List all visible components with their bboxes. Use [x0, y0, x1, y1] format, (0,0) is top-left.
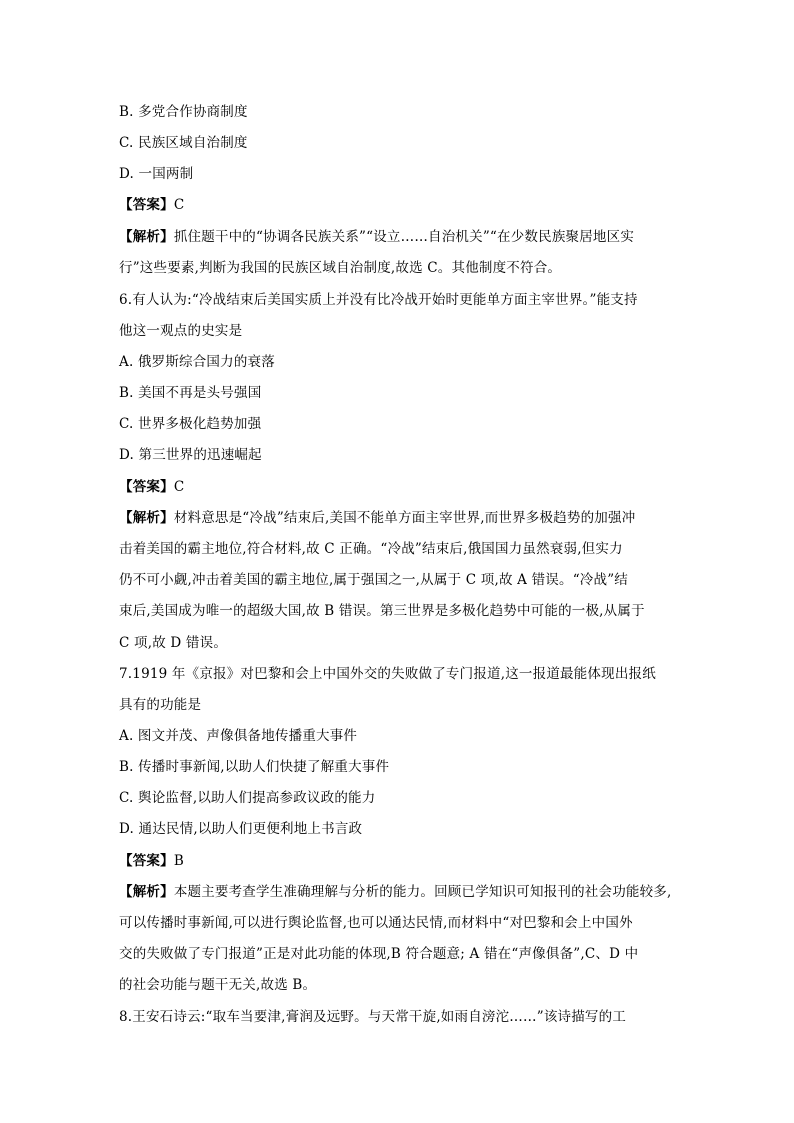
q5-option-c: C. 民族区域自治制度 — [119, 135, 248, 151]
q5-option-d: D. 一国两制 — [119, 166, 194, 182]
q5-answer — [119, 196, 184, 214]
q6-answer — [119, 478, 184, 496]
q7-option-c: C. 舆论监督,以助人们提高参政议政的能力 — [119, 790, 376, 806]
q5-analysis-line-2: 行”这些要素,判断为我国的民族区域自治制度,故选 C。其他制度不符合。 — [119, 260, 562, 276]
q7-analysis-line-3: 交的失败做了专门报道”正是对此功能的体现,B 符合题意; A 错在“声像俱备”,C、D 中 — [119, 946, 639, 962]
q6-analysis-line-1 — [119, 509, 635, 527]
q6-analysis-line-4: 束后,美国成为唯一的超级大国,故 B 错误。第三世界是多极化趋势中可能的一极,从属于 — [119, 603, 645, 619]
q5-answer-value: C — [173, 197, 185, 213]
q5-analysis-text-1: 抓住题干中的“协调各民族关系”“设立……自治机关”“在少数民族聚居地区实 — [173, 229, 635, 245]
q6-analysis-label: 【解析】 — [119, 510, 174, 526]
q7-analysis-line-2: 可以传播时事新闻,可以进行舆论监督,也可以通达民情,而材料中“对巴黎和会上中国外 — [119, 915, 633, 931]
q7-option-a: A. 图文并茂、声像俱备地传播重大事件 — [119, 728, 358, 744]
q6-analysis-line-2: 击着美国的霸主地位,符合材料,故 C 正确。“冷战”结束后,俄国国力虽然衰弱,但实力 — [119, 541, 623, 557]
q7-option-b: B. 传播时事新闻,以助人们快捷了解重大事件 — [119, 759, 390, 775]
q6-question-line-1: 6.有人认为:“冷战结束后美国实质上并没有比冷战开始时更能单方面主宰世界。”能支持 — [119, 292, 638, 308]
q6-option-a: A. 俄罗斯综合国力的衰落 — [119, 354, 275, 370]
q6-option-b: B. 美国不再是头号强国 — [119, 385, 262, 401]
q6-analysis-line-3: 仍不可小觑,冲击着美国的霸主地位,属于强国之一,从属于 C 项,故 A 错误。“冷战”结 — [119, 572, 629, 588]
q7-question-line-2: 具有的功能是 — [119, 697, 202, 713]
q6-answer-value: C — [173, 479, 185, 495]
q7-analysis-line-1 — [119, 883, 672, 901]
q5-option-b: B. 多党合作协商制度 — [119, 104, 248, 120]
q5-analysis-line-1 — [119, 228, 634, 246]
q6-analysis-text-1: 材料意思是“冷战”结束后,美国不能单方面主宰世界,而世界多极趋势的加强冲 — [173, 510, 636, 526]
q7-analysis-label: 【解析】 — [119, 884, 174, 900]
q7-answer-value: B — [173, 853, 184, 869]
q7-answer — [119, 852, 184, 870]
q6-answer-label: 【答案】 — [119, 479, 174, 495]
q7-analysis-line-4: 的社会功能与题干无关,故选 B。 — [119, 977, 317, 993]
q7-analysis-text-1: 本题主要考查学生准确理解与分析的能力。回顾已学知识可知报刊的社会功能较多, — [173, 884, 672, 900]
q5-analysis-label: 【解析】 — [119, 229, 174, 245]
q7-option-d: D. 通达民情,以助人们更便利地上书言政 — [119, 821, 363, 837]
q7-question-line-1: 7.1919 年《京报》对巴黎和会上中国外交的失败做了专门报道,这一报道最能体现出报纸 — [119, 666, 656, 682]
q5-answer-label: 【答案】 — [119, 197, 174, 213]
q6-question-line-2: 他这一观点的史实是 — [119, 323, 243, 339]
q6-option-d: D. 第三世界的迅速崛起 — [119, 447, 262, 463]
q6-analysis-line-5: C 项,故 D 错误。 — [119, 635, 228, 651]
q7-answer-label: 【答案】 — [119, 853, 174, 869]
q6-option-c: C. 世界多极化趋势加强 — [119, 416, 262, 432]
q8-question-line-1: 8.王安石诗云:“取车当要津,膏润及远野。与天常干旋,如雨自滂沱……”该诗描写的工 — [119, 1009, 627, 1025]
